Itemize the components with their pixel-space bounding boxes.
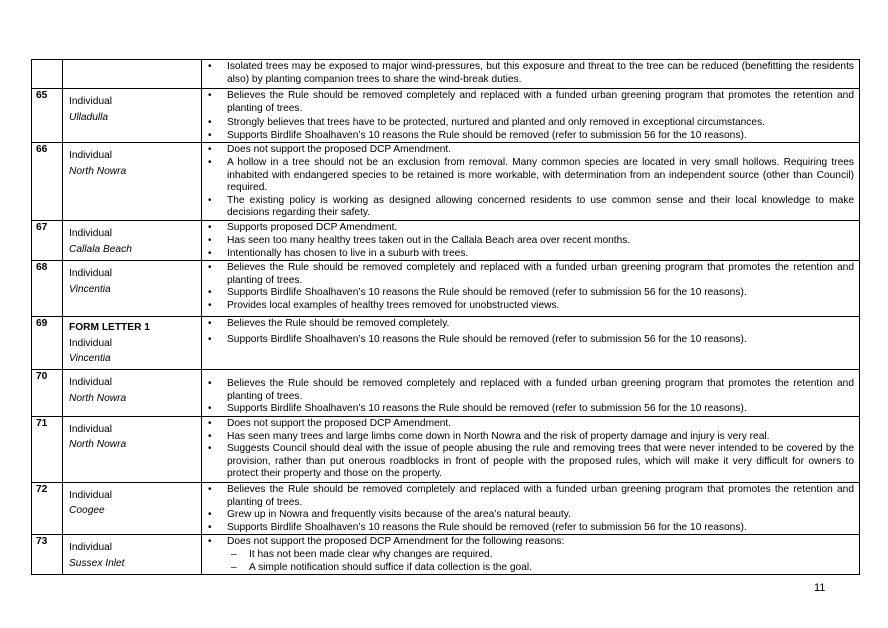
comments-cell xyxy=(202,60,860,89)
form-letter-label: FORM LETTER 1 xyxy=(69,322,150,334)
submitter-type: Individual xyxy=(69,268,113,280)
submitter-cell xyxy=(63,482,202,534)
page-number: 11 xyxy=(814,582,826,594)
comment-bullet: • Believes the Rule should be removed completely and replaced with a funded urban greening program that promotes the retention and planting of trees. xyxy=(202,378,854,403)
comments-cell xyxy=(202,535,860,575)
comment-bullet: • Isolated trees may be exposed to major wind-pressures, but this exposure and threat to the tree can be reduced (benefitting the residents also) by planting companion trees to share the wind-break duties. xyxy=(202,61,854,86)
comment-bullet: • Believes the Rule should be removed completely. xyxy=(202,318,854,331)
submission-row xyxy=(32,221,860,261)
submitter-cell xyxy=(63,370,202,417)
submitter-suburb: North Nowra xyxy=(69,165,127,177)
submitter-type: Individual xyxy=(69,489,113,501)
comment-bullet: • Believes the Rule should be removed completely and replaced with a funded urban greening program that promotes the retention and planting of trees. xyxy=(202,262,854,287)
submitter-cell xyxy=(63,261,202,317)
comment-bullet: • Does not support the proposed DCP Amendment. xyxy=(202,144,854,157)
submitter-suburb: Vincentia xyxy=(69,353,111,365)
submitter-suburb: North Nowra xyxy=(69,392,127,404)
submitter-cell xyxy=(63,143,202,221)
comment-bullet: • Intentionally has chosen to live in a suburb with trees. xyxy=(202,248,854,261)
comments-cell xyxy=(202,261,860,317)
submitter-type: Individual xyxy=(69,337,113,349)
submission-number: 71 xyxy=(32,416,63,482)
comments-cell xyxy=(202,89,860,143)
comments-cell xyxy=(202,482,860,534)
submission-number: 72 xyxy=(32,482,63,534)
comment-bullet: • Supports Birdlife Shoalhaven’s 10 reasons the Rule should be removed (refer to submission 56 for the 10 reasons). xyxy=(202,403,854,416)
comment-subitem: – It has not been made clear why changes are required. xyxy=(202,549,854,562)
submitter-suburb: North Nowra xyxy=(69,439,127,451)
submission-row xyxy=(32,89,860,143)
submission-row xyxy=(32,370,860,417)
comment-bullet: • Supports Birdlife Shoalhaven’s 10 reasons the Rule should be removed (refer to submission 56 for the 10 reasons). xyxy=(202,334,854,347)
comment-bullet: • Supports Birdlife Shoalhaven’s 10 reasons the Rule should be removed (refer to submission 56 for the 10 reasons). xyxy=(202,130,854,143)
submitter-cell xyxy=(63,535,202,575)
submission-number: 73 xyxy=(32,535,63,575)
comment-bullet: • Does not support the proposed DCP Amendment for the following reasons: xyxy=(202,536,854,549)
submitter-suburb: Sussex Inlet xyxy=(69,557,125,569)
comments-cell xyxy=(202,416,860,482)
submitter-type: Individual xyxy=(69,228,113,240)
comment-bullet: • Suggests Council should deal with the issue of people abusing the rule and removing trees that were never intended to be covered by the provision, rather than put onerous roadblocks in front of people with the proposed rules, which will make it very difficult for owners to protect their property and those on the property. xyxy=(202,443,854,481)
comment-bullet: • Provides local examples of healthy trees removed for unobstructed views. xyxy=(202,300,854,313)
submission-number: 70 xyxy=(32,370,63,417)
comment-bullet: • Does not support the proposed DCP Amendment. xyxy=(202,418,854,431)
submitter-cell xyxy=(63,317,202,370)
submitter-type: Individual xyxy=(69,377,113,389)
comment-bullet: • Supports proposed DCP Amendment. xyxy=(202,222,854,235)
comments-cell xyxy=(202,143,860,221)
submitter-type: Individual xyxy=(69,423,113,435)
submission-number xyxy=(32,60,63,89)
comment-bullet: • Supports Birdlife Shoalhaven’s 10 reasons the Rule should be removed (refer to submission 56 for the 10 reasons). xyxy=(202,522,854,535)
submission-row xyxy=(32,535,860,575)
submitter-suburb: Ulladulla xyxy=(69,111,109,123)
comment-bullet: • Has seen too many healthy trees taken out in the Callala Beach area over recent months. xyxy=(202,235,854,248)
comments-cell xyxy=(202,370,860,417)
comments-cell xyxy=(202,221,860,261)
comment-bullet: • A hollow in a tree should not be an exclusion from removal. Many common species are located in very small hollows. Requiring trees inhabited with endangered species to be retained is more workable, with determination from an independent source (other than Council) required. xyxy=(202,157,854,195)
submitter-suburb: Coogee xyxy=(69,505,105,517)
submitter-type: Individual xyxy=(69,150,113,162)
submitter-type: Individual xyxy=(69,542,113,554)
submitter-suburb: Callala Beach xyxy=(69,243,132,255)
submissions-table xyxy=(31,59,860,575)
submission-number: 66 xyxy=(32,143,63,221)
comment-bullet: • Grew up in Nowra and frequently visits because of the area’s natural beauty. xyxy=(202,509,854,522)
submission-number: 69 xyxy=(32,317,63,370)
submitter-cell xyxy=(63,416,202,482)
submission-row xyxy=(32,416,860,482)
submitter-cell xyxy=(63,221,202,261)
comment-bullet: • The existing policy is working as designed allowing concerned residents to use common sense and their local knowledge to make decisions regarding their safety. xyxy=(202,195,854,220)
comment-bullet: • Believes the Rule should be removed completely and replaced with a funded urban greening program that promotes the retention and planting of trees. xyxy=(202,90,854,115)
comment-bullet: • Believes the Rule should be removed completely and replaced with a funded urban greening program that promotes the retention and planting of trees. xyxy=(202,484,854,509)
submitter-cell xyxy=(63,60,202,89)
submitter-type: Individual xyxy=(69,96,113,107)
submission-number: 67 xyxy=(32,221,63,261)
submission-number: 68 xyxy=(32,261,63,317)
submitter-suburb: Vincentia xyxy=(69,283,111,295)
submission-row xyxy=(32,261,860,317)
comment-bullet: • Strongly believes that trees have to be protected, nurtured and planted and only removed in exceptional circumstances. xyxy=(202,117,854,130)
comments-cell xyxy=(202,317,860,370)
comment-bullet: • Supports Birdlife Shoalhaven’s 10 reasons the Rule should be removed (refer to submission 56 for the 10 reasons). xyxy=(202,287,854,300)
comment-bullet: • Has seen many trees and large limbs come down in North Nowra and the risk of property damage and injury is very real. xyxy=(202,431,854,444)
submission-row xyxy=(32,317,860,370)
submission-row xyxy=(32,60,860,89)
submission-number: 65 xyxy=(32,89,63,143)
submitter-cell xyxy=(63,89,202,143)
comment-subitem: – A simple notification should suffice if data collection is the goal. xyxy=(202,562,854,575)
submission-row xyxy=(32,482,860,534)
submission-row xyxy=(32,143,860,221)
